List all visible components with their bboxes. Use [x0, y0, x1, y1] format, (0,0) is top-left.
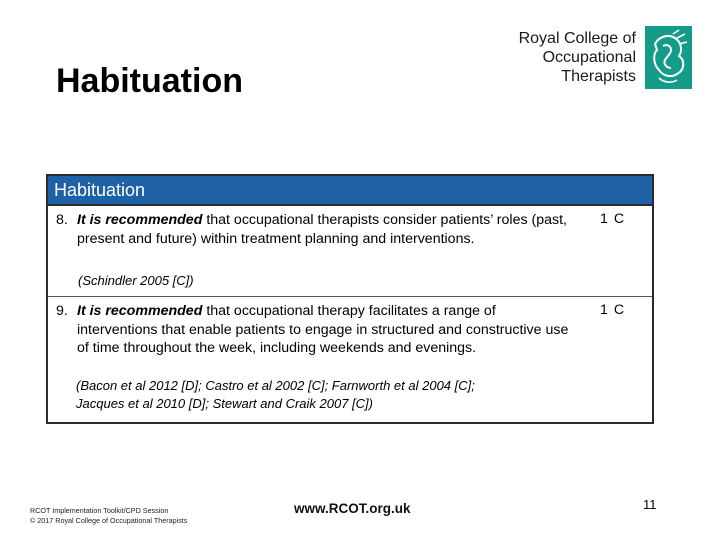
recommendation-body — [56, 211, 576, 248]
logo-line-2: Occupational — [542, 49, 636, 66]
recommendation-body — [56, 302, 576, 358]
recommendation-grade: 1 C — [600, 302, 626, 318]
table-row — [48, 206, 652, 297]
logo-line-1: Royal College of — [518, 30, 636, 47]
recommendations-table — [46, 174, 654, 424]
reference-line-1: (Bacon et al 2012 [D]; Castro et al 2002 [C]; Farnworth et al 2004 [C]; — [76, 378, 475, 393]
slide-title: Habituation — [56, 62, 243, 100]
recommendation-text — [56, 302, 576, 358]
recommendation-number: 8. — [56, 212, 68, 228]
reference-line-2: Jacques et al 2010 [D]; Stewart and Craik 2007 [C]) — [76, 396, 373, 411]
recommendation-emphasis: It is recommended — [77, 212, 203, 228]
footer-line-2: © 2017 Royal College of Occupational Therapists — [30, 516, 188, 525]
logo-emblem-icon — [645, 26, 692, 89]
recommendation-grade: 1 C — [600, 211, 626, 227]
rcot-logo — [518, 26, 692, 90]
footer-website-link[interactable]: www.RCOT.org.uk — [294, 501, 411, 516]
recommendation-reference — [76, 377, 475, 413]
table-header: Habituation — [48, 176, 652, 206]
table-row — [48, 297, 652, 422]
footer-line-1: RCOT Implementation Toolkit/CPD Session — [30, 506, 169, 515]
recommendation-statement: that occupational therapists consider patients’ roles (past, present and future) within treatment planning and interventions. — [77, 212, 567, 247]
recommendation-statement: that occupational therapy facilitates a range of interventions that enable patients to engage in structured and constructive use of time throughout the week, including weekends and evenings. — [77, 303, 569, 356]
recommendation-number: 9. — [56, 303, 68, 319]
logo-line-3: Therapists — [561, 68, 636, 85]
logo-wordmark — [519, 29, 636, 86]
recommendation-reference: (Schindler 2005 [C]) — [78, 273, 194, 288]
recommendation-text — [56, 211, 576, 248]
recommendation-emphasis: It is recommended — [77, 303, 203, 319]
page-number: 11 — [643, 497, 657, 512]
footer-credits — [30, 506, 187, 526]
